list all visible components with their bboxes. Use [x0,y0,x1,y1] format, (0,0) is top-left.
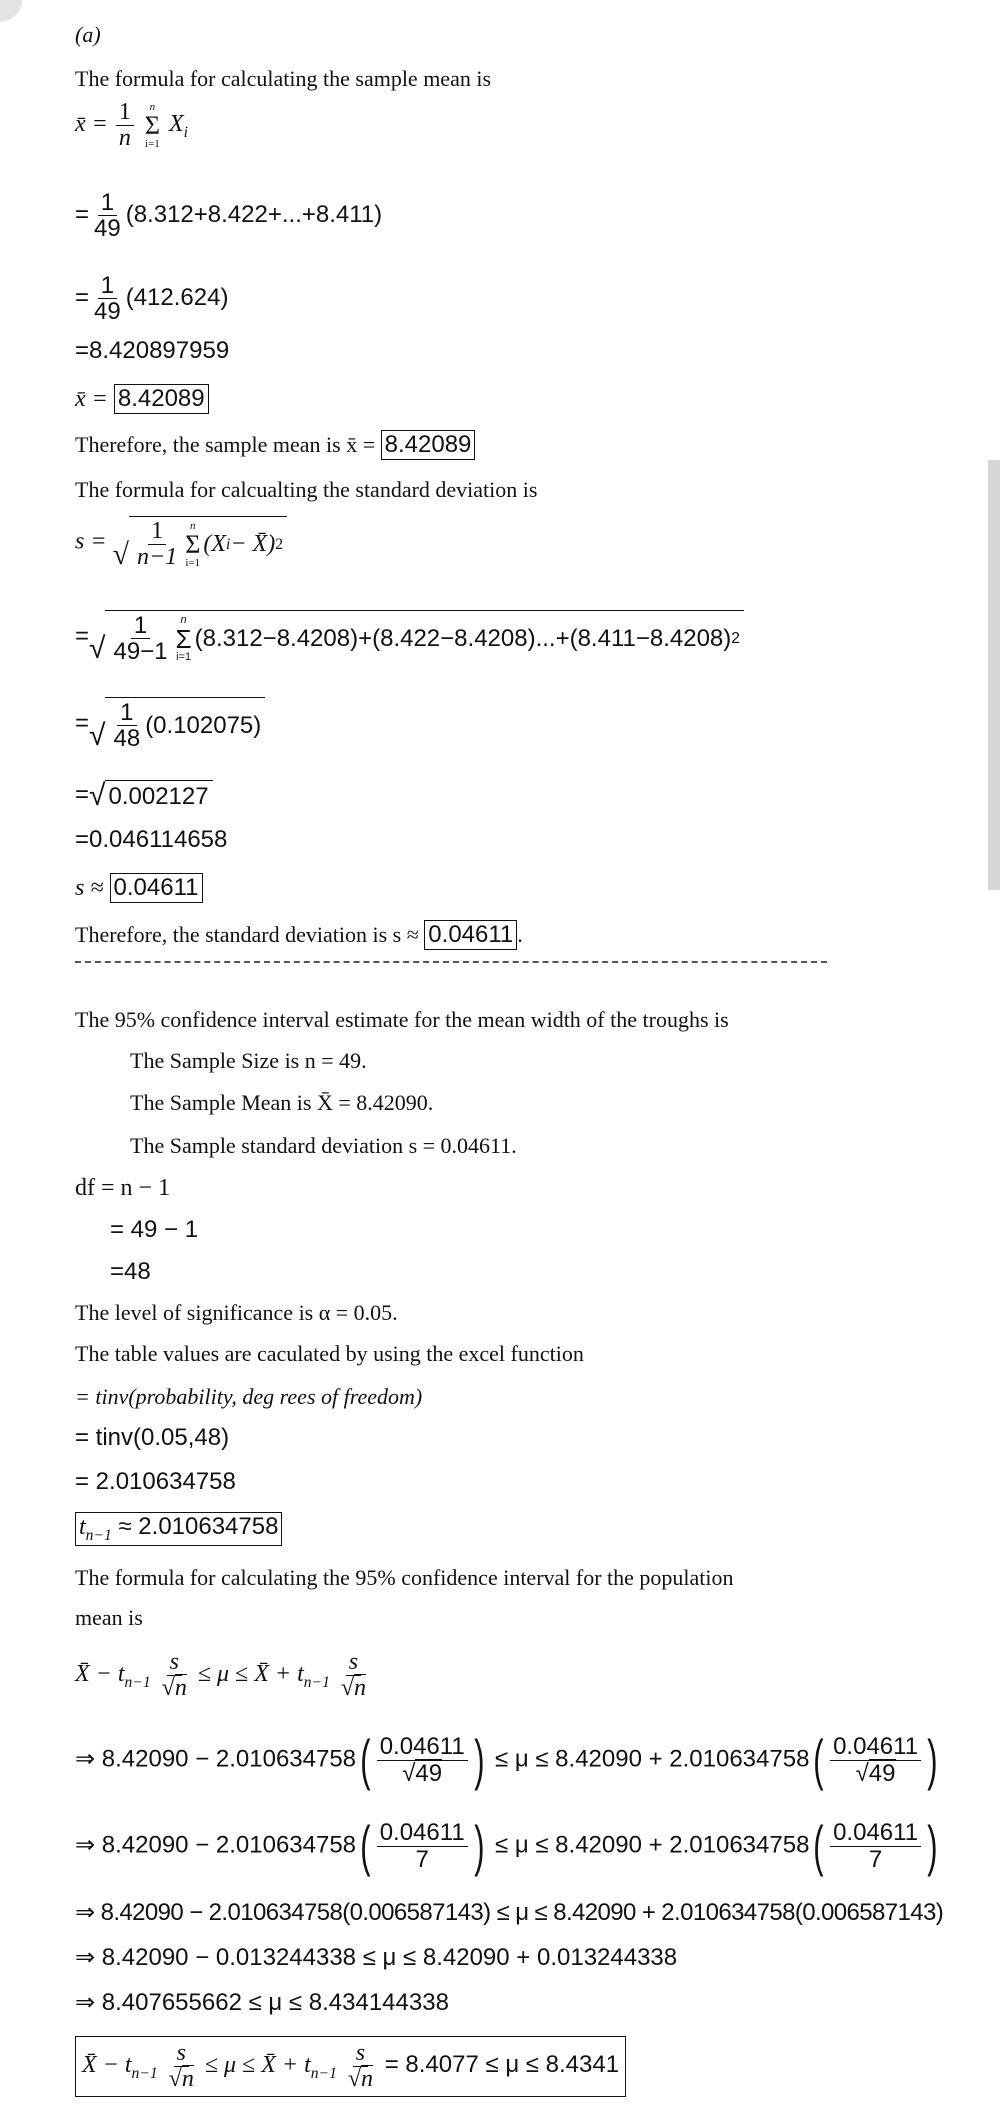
left-paren-icon: ( [360,1814,371,1877]
left-paren-icon: ( [813,1728,824,1791]
mean-step-2 [75,273,228,324]
df-line-1: df = n − 1 [75,1175,171,1201]
frac-numerator: s [353,2041,368,2067]
t-subscript: n−1 [303,1674,330,1691]
sd-step-1 [75,610,744,664]
frac-denominator: n [181,2066,194,2093]
mean-def-lhs: x̄ = [75,111,108,138]
summation-icon: Σ [144,110,160,140]
mean-boxed-result [75,384,209,414]
right-paren-icon: ) [927,1814,938,1877]
sd-def-term-sub: i [226,535,231,553]
ci-step-2 [75,1814,942,1877]
sum-upper-limit: n [149,100,156,113]
frac-numerator: 1 [98,190,117,216]
ci-step-2-left: ⇒ 8.42090 − 2.010634758 [75,1831,357,1859]
t-subscript: n−1 [85,1526,112,1544]
square-root-icon: √ [89,719,106,753]
equals-sign: = [75,201,90,229]
df-line-3: =48 [110,1258,151,1285]
ci-sample-size: The Sample Size is n = 49. [130,1048,367,1073]
frac-numerator: s [346,1650,361,1676]
tinv-line-3: = 2.010634758 [75,1468,236,1495]
ci-step-2-middle: ≤ μ ≤ 8.42090 + 2.010634758 [488,1831,810,1859]
t-critical-value: ≈ 2.010634758 [111,1513,279,1540]
formula-intro-1: The formula for calculating the 95% confidence interval for the population [75,1565,734,1590]
t-subscript: n−1 [124,1674,151,1691]
ci-final-result: = 8.4077 ≤ μ ≤ 8.4341 [378,2051,620,2079]
frac-numerator: 1 [116,100,134,126]
sd-def-term: (X [203,531,227,558]
formula-intro-2: mean is [75,1605,143,1630]
sd-step-3 [75,780,213,811]
frac-denominator: n [354,1675,367,1702]
mean-intro: The formula for calculating the sample mean is [75,66,492,91]
frac-denominator: 7 [415,1845,429,1873]
sd-boxed-value: 0.04611 [110,873,203,903]
right-paren-icon: ) [473,1728,485,1791]
t-subscript: n−1 [310,2065,337,2082]
table-line: The table values are caculated by using the excel function [75,1341,584,1366]
equals-sign: = [75,622,90,650]
ci-sample-sd: The Sample standard deviation s = 0.04611. [130,1133,517,1158]
frac-denominator: n [361,2066,374,2093]
mean-conclusion-text: Therefore, the sample mean is x̄ = [75,432,376,457]
frac-numerator: 1 [117,700,136,726]
frac-numerator: 0.04611 [377,1734,468,1760]
frac-numerator: 1 [131,613,150,639]
ci-intro: The 95% confidence interval estimate for the mean width of the troughs is [75,1007,729,1032]
corner-decoration [0,0,22,22]
frac-denominator: 49 [415,1759,443,1787]
ci-sample-mean: The Sample Mean is X̄ = 8.42090. [130,1090,434,1115]
ci-step-1-left: ⇒ 8.42090 − 2.010634758 [75,1745,357,1773]
sd-def-term-sup: 2 [275,535,284,553]
summation-icon: Σ [185,529,201,559]
sd-conclusion-value: 0.04611 [424,920,517,950]
t-symbol: t [79,1514,86,1540]
frac-numerator: 1 [148,519,166,545]
frac-denominator: 49 [868,1759,896,1787]
scrollbar[interactable] [988,460,1000,890]
sd-step-4: =0.046114658 [75,826,228,853]
ci-final-middle: ≤ μ ≤ X̄ + t [204,2052,311,2079]
frac-denominator: n−1 [137,544,178,571]
sd-intro: The formula for calcualting the standard deviation is [75,477,538,502]
square-root-icon: √ [340,1675,355,1702]
frac-numerator: 0.04611 [830,1820,921,1846]
frac-denominator: 49 [94,215,121,243]
part-label: (a) [75,22,101,47]
ci-formula [75,1650,371,1701]
frac-numerator: 0.04611 [377,1820,468,1846]
mean-def-term: X [169,111,184,138]
frac-denominator: n [118,125,131,152]
square-root-icon: √ [168,2066,182,2093]
ci-final-left: X̄ − t [82,2052,132,2079]
ci-step-1-middle: ≤ μ ≤ 8.42090 + 2.010634758 [488,1745,810,1773]
mean-boxed-value: 8.42089 [114,384,209,414]
t-critical-boxed [75,1512,282,1546]
sd-definition [75,516,287,570]
ci-step-4: ⇒ 8.42090 − 0.013244338 ≤ μ ≤ 8.42090 + 0.013244338 [75,1944,678,1971]
sd-step-1-expr: (8.312−8.4208)+(8.422−8.4208)...+(8.411−8.4208) [194,624,732,652]
frac-numerator: 0.04611 [830,1734,921,1760]
sum-lower-limit: i=1 [176,650,192,663]
right-paren-icon: ) [473,1814,485,1877]
sd-step-2 [75,697,265,751]
frac-denominator: 48 [113,725,141,753]
square-root-icon: √ [89,779,106,812]
sd-step-2-expr: (0.102075) [145,711,262,739]
sd-def-term-rest: − X̄) [230,531,276,558]
frac-numerator: 1 [98,273,117,299]
frac-denominator: 7 [868,1845,883,1873]
mean-conclusion [75,430,475,460]
square-root-icon: √ [112,538,130,572]
equals-sign: = [75,709,90,737]
tinv-line-1: = tinv(probability, deg rees of freedom) [75,1384,423,1409]
mean-step-1 [75,190,382,241]
tinv-line-2: = tinv(0.05,48) [75,1424,230,1451]
equals-sign: = [75,284,90,312]
sd-conclusion-suffix: . [517,922,523,947]
ci-step-3: ⇒ 8.42090 − 2.010634758(0.006587143) ≤ μ ≤ 8.42090 + 2.010634758(0.006587143) [75,1899,944,1926]
df-line-2: = 49 − 1 [110,1216,199,1243]
left-paren-icon: ( [813,1814,824,1877]
left-paren-icon: ( [360,1728,371,1791]
mean-def-term-sub: i [183,124,189,141]
sum-lower-limit: i=1 [145,137,160,150]
mean-step-2-expr: (412.624) [125,284,229,312]
right-paren-icon: ) [927,1728,938,1791]
sd-def-lhs: s = [75,528,107,555]
summation-icon: Σ [175,623,192,654]
square-root-icon: √ [855,1759,869,1787]
ci-final-boxed [75,2036,626,2097]
sd-conclusion [75,920,523,950]
mean-boxed-lhs: x̄ = [75,386,108,412]
section-divider [75,961,827,963]
square-root-icon: √ [161,1675,175,1702]
sum-upper-limit: n [180,613,187,626]
frac-denominator: 49−1 [113,638,168,666]
mean-conclusion-value: 8.42089 [381,430,476,460]
sd-conclusion-text: Therefore, the standard deviation is s ≈ [75,922,419,947]
sd-boxed-lhs: s ≈ [75,875,104,901]
mean-step-1-expr: (8.312+8.422+...+8.411) [125,201,383,229]
frac-numerator: s [167,1650,182,1676]
frac-denominator: n [174,1675,187,1702]
equals-sign: = [75,780,90,808]
mean-definition [75,100,188,151]
alpha-line: The level of significance is α = 0.05. [75,1300,398,1325]
t-subscript: n−1 [131,2065,158,2082]
frac-denominator: 49 [94,298,121,326]
sd-step-1-sup: 2 [731,629,740,647]
ci-step-5: ⇒ 8.407655662 ≤ μ ≤ 8.434144338 [75,1989,449,2016]
sum-lower-limit: i=1 [185,556,201,569]
mean-step-3: =8.420897959 [75,337,230,364]
sd-step-3-radicand: 0.002127 [108,783,209,810]
frac-numerator: s [174,2041,189,2067]
square-root-icon: √ [347,2066,362,2093]
ci-formula-left: X̄ − t [75,1661,125,1688]
sum-upper-limit: n [190,519,196,532]
square-root-icon: √ [89,632,106,666]
sd-boxed-result [75,873,203,903]
square-root-icon: √ [402,1759,416,1787]
ci-formula-middle: ≤ μ ≤ X̄ + t [197,1661,304,1688]
ci-step-1 [75,1728,942,1791]
